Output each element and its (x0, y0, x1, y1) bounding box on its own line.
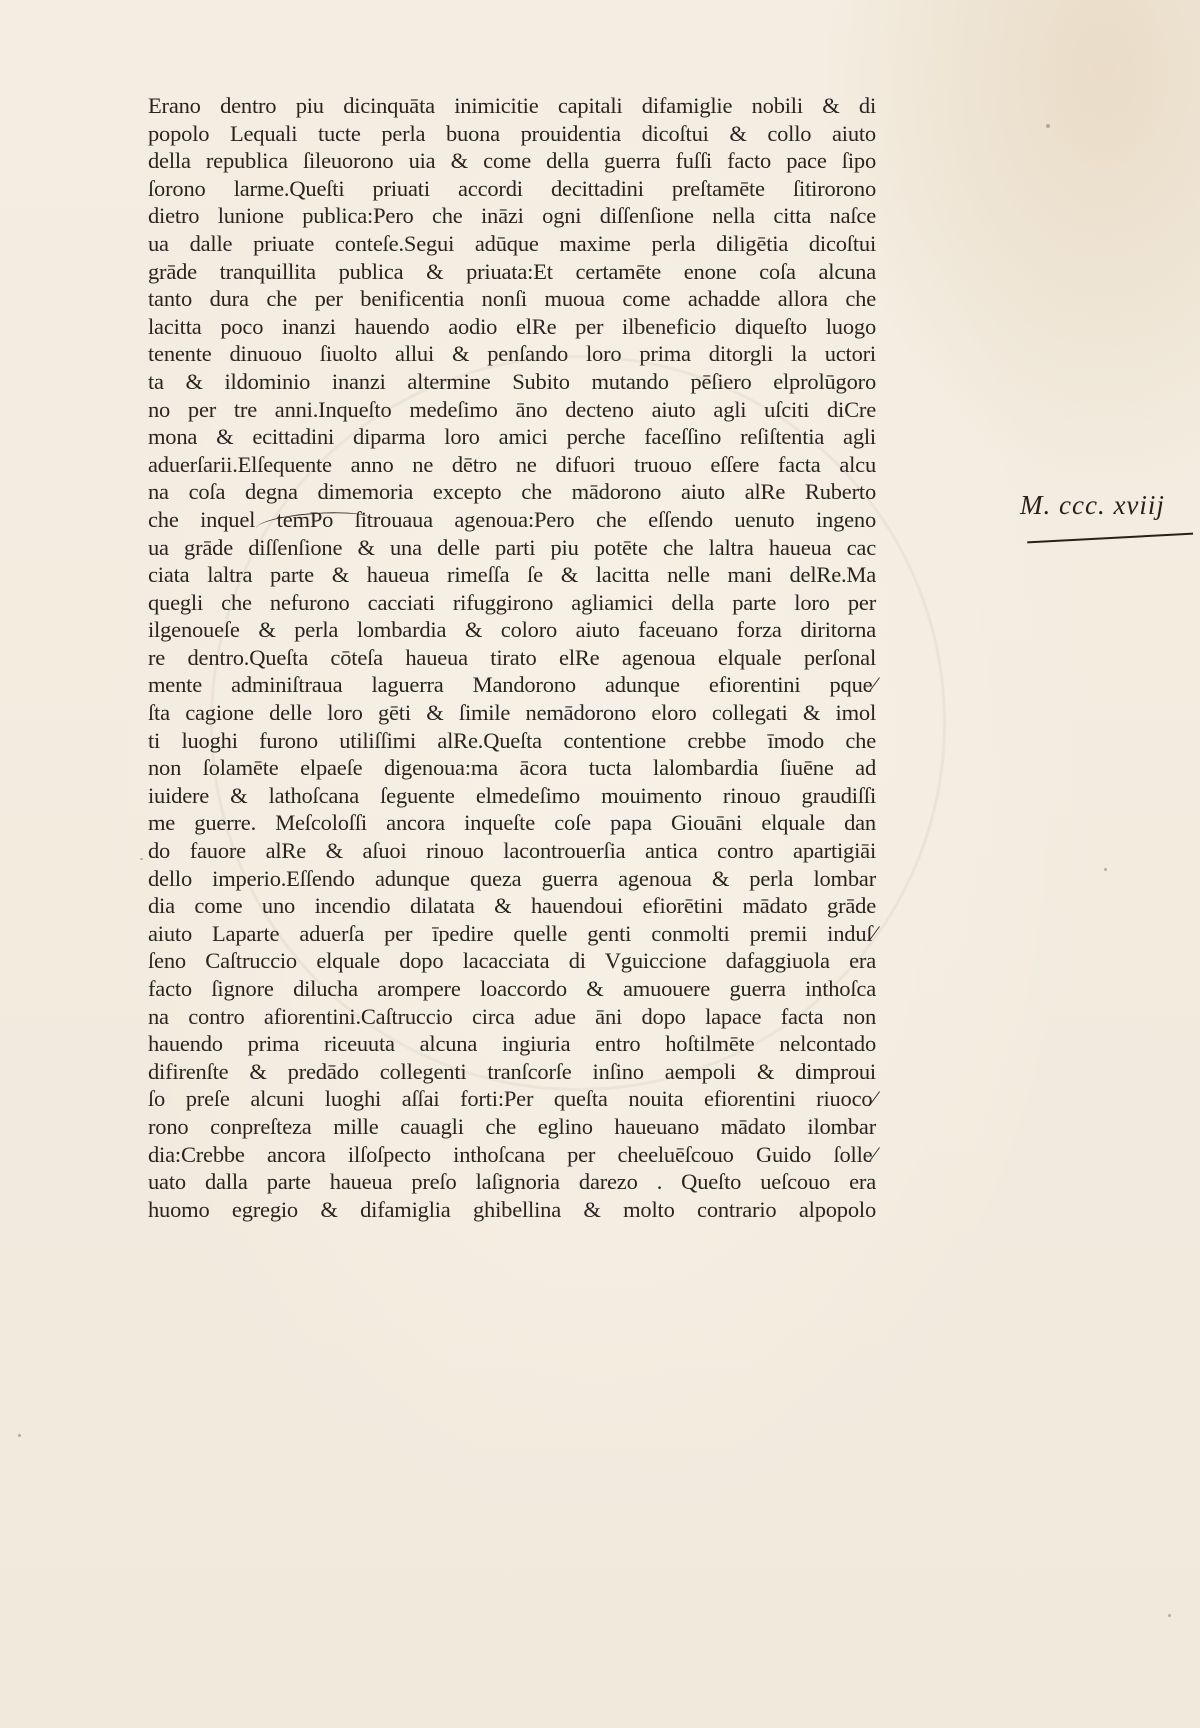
text-line: na coſa degna dimemoria excepto che mādorono aiuto alRe Ruberto (148, 479, 876, 505)
text-line: difirenſte & predādo collegenti tranſcorſe inſino aempoli & dimproui (148, 1058, 876, 1084)
text-line: ta & ildominio inanzi altermine Subito mutando pēſiero elprolūgoro (148, 368, 876, 394)
text-line: popolo Lequali tucte perla buona prouidentia dicoſtui & collo aiuto (148, 120, 876, 146)
text-line: tenente dinuouo ſiuolto allui & penſando loro prima ditorgli la uctori (148, 341, 876, 367)
text-line: no per tre anni.Inqueſto medeſimo āno decteno aiuto agli uſciti diCre (148, 396, 876, 422)
text-line: tanto dura che per benificentia nonſi muoua come achadde allora che (148, 286, 876, 312)
text-line: della republica ſileuorono uia & come della guerra fuſſi facto pace ſipo (148, 148, 876, 174)
text-line: dia:Crebbe ancora ilſoſpecto inthoſcana per cheeluēſcouo Guido ſolle⁄ (148, 1141, 876, 1167)
text-line: ſta cagione delle loro gēti & ſimile nemādorono eloro collegati & imol (148, 700, 876, 726)
text-line: ua dalle priuate conteſe.Segui adūque maxime perla diligētia dicoſtui (148, 230, 876, 256)
text-line: non ſolamēte elpaeſe digenoua:ma ācora tucta lalombardia ſiuēne ad (148, 755, 876, 781)
text-line: ſorono larme.Queſti priuati accordi decittadini preſtamēte ſitirorono (148, 175, 876, 201)
margin-note: M. ccc. xviij (1020, 490, 1165, 520)
text-line: quegli che nefurono cacciati rifuggirono agliamici della parte loro per (148, 589, 876, 615)
text-line: lacitta poco inanzi hauendo aodio elRe per ilbeneficio diqueſto luogo (148, 313, 876, 339)
text-line: Erano dentro piu dicinquāta inimicitie capitali difamiglie nobili & di (148, 93, 876, 118)
text-line: mente adminiſtraua laguerra Mandorono adunque efiorentini pque⁄ (148, 672, 876, 698)
text-line: che inquel temPo ſitrouaua agenoua:Pero che eſſendo uenuto ingeno (148, 506, 876, 532)
text-line: iuidere & lathoſcana ſeguente elmedeſimo mouimento rinouo graudiſſi (148, 782, 876, 808)
text-line: ilgenoueſe & perla lombardia & coloro aiuto faceuano forza diritorna (148, 617, 876, 643)
margin-note-underline (1027, 527, 1193, 544)
text-line: uato dalla parte haueua preſo laſignoria darezo . Queſto ueſcouo era (148, 1169, 876, 1195)
text-line: na contro afiorentini.Caſtruccio circa adue āni dopo lapace facta non (148, 1003, 876, 1029)
paper-speck (18, 1434, 21, 1437)
text-line: aiuto Laparte aduerſa per īpedire quelle genti conmolti premii induſ⁄ (148, 920, 876, 946)
paper-speck (140, 858, 143, 860)
text-line: dietro lunione publica:Pero che ināzi ogni diſſenſione nella citta naſce (148, 203, 876, 229)
text-line: do fauore alRe & aſuoi rinouo lacontrouerſia antica contro apartigiāi (148, 838, 876, 864)
text-line: ti luoghi furono utiliſſimi alRe.Queſta contentione crebbe īmodo che (148, 727, 876, 753)
text-line: dia come uno incendio dilatata & hauendoui efiorētini mādato grāde (148, 893, 876, 919)
text-line: ſeno Caſtruccio elquale dopo lacacciata di Vguiccione dafaggiuola era (148, 948, 876, 974)
main-text-block (148, 92, 876, 1223)
text-line: mona & ecittadini diparma loro amici perche faceſſino reſiſtentia agli (148, 424, 876, 450)
text-line: huomo egregio & difamiglia ghibellina & molto contrario alpopolo (148, 1196, 876, 1222)
text-line: aduerſarii.Elſequente anno ne dētro ne difuori truouo eſſere facta alcu (148, 451, 876, 477)
text-line: ciata laltra parte & haueua rimeſſa ſe & lacitta nelle mani delRe.Ma (148, 562, 876, 588)
text-line: hauendo prima riceuuta alcuna ingiuria entro hoſtilmēte nelcontado (148, 1031, 876, 1057)
text-line: grāde tranquillita publica & priuata:Et certamēte enone coſa alcuna (148, 258, 876, 284)
text-line: re dentro.Queſta cōteſa haueua tirato elRe agenoua elquale perſonal (148, 644, 876, 670)
text-line: facto ſignore dilucha arompere loaccordo & amuouere guerra inthoſca (148, 976, 876, 1001)
text-line: ua grāde diſſenſione & una delle parti piu potēte che laltra haueua cac (148, 534, 876, 560)
text-line: dello imperio.Eſſendo adunque queza guerra agenoua & perla lombar (148, 865, 876, 891)
paper-speck (1104, 868, 1107, 871)
paper-speck (1046, 124, 1050, 128)
text-line: rono conpreſteza mille cauagli che eglino haueuano mādato ilombar (148, 1113, 876, 1139)
paper-speck (1168, 1614, 1171, 1617)
text-line: me guerre. Meſcoloſſi ancora inqueſte coſe papa Giouāni elquale dan (148, 810, 876, 836)
text-line: ſo preſe alcuni luoghi aſſai forti:Per queſta nouita efiorentini riuoco⁄ (148, 1086, 876, 1112)
